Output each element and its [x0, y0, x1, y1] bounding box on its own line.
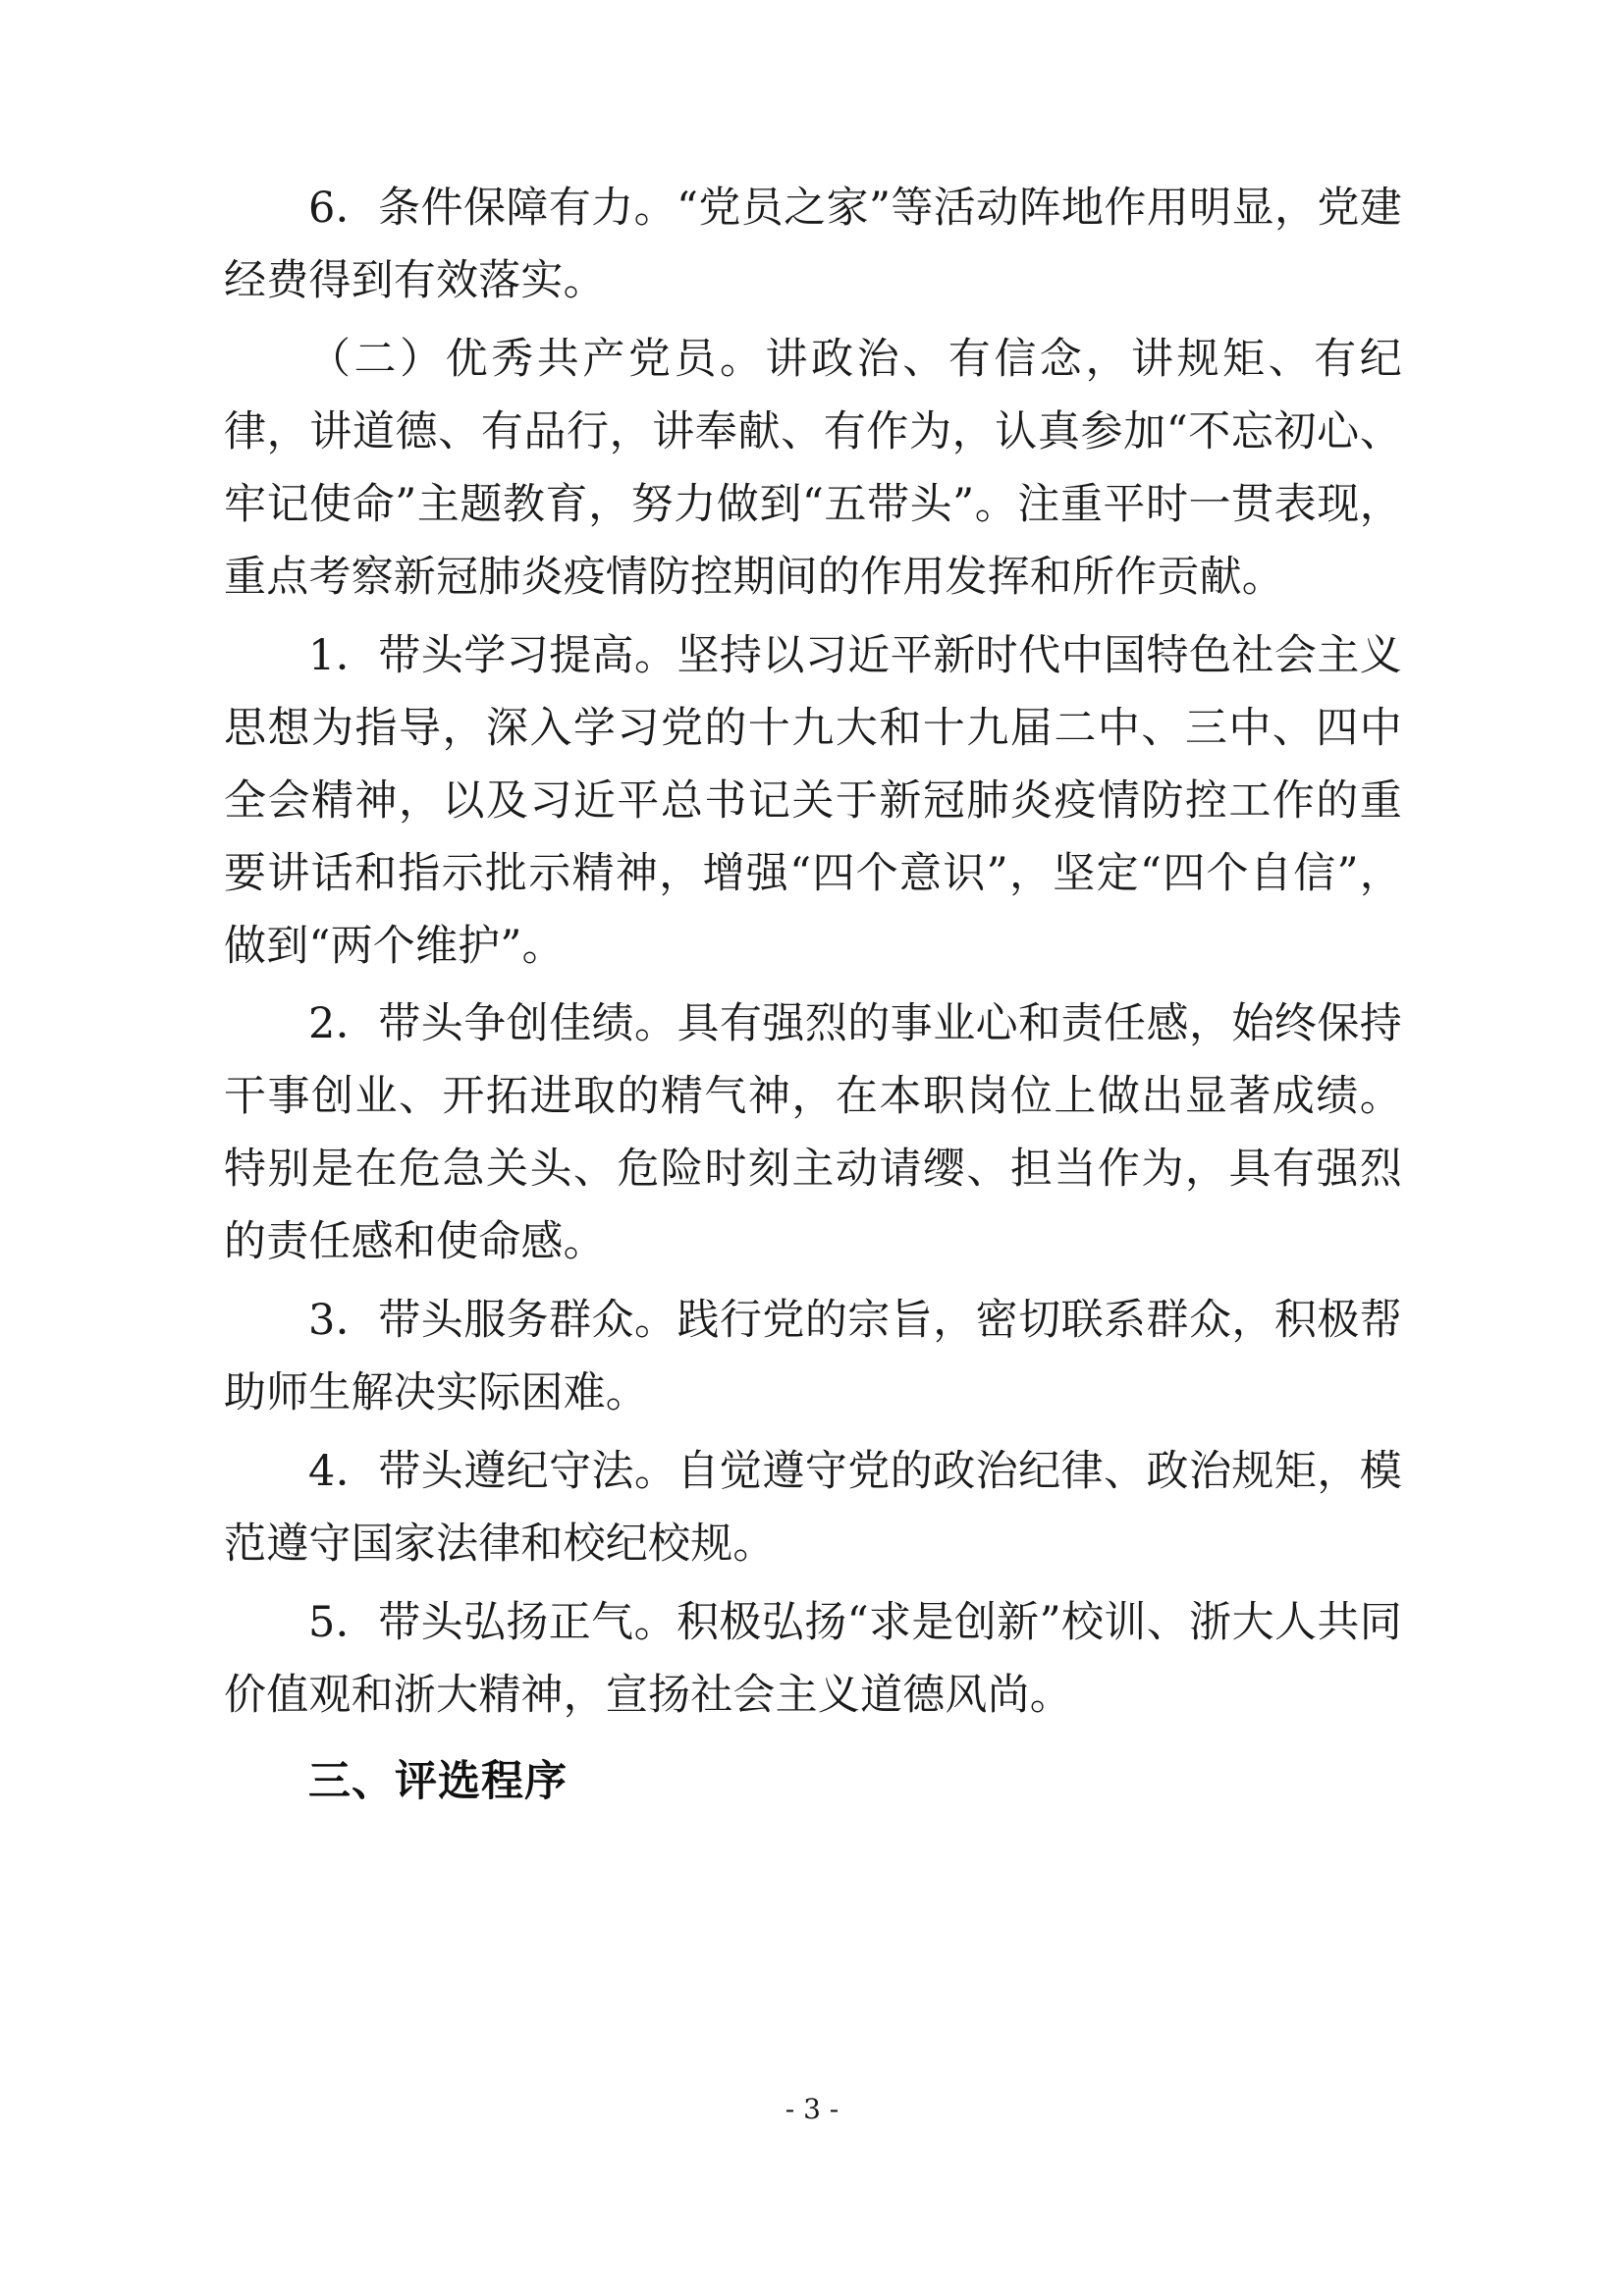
section-heading-selection-procedure: 三、评选程序	[308, 1757, 568, 1807]
paragraph-item-4-discipline: 4．带头遵纪守法。自觉遵守党的政治纪律、政治规矩，模范遵守国家法律和校纪校规。	[224, 1447, 1402, 1570]
paragraph-item-1-study: 1．带头学习提高。坚持以习近平新时代中国特色社会主义思想为指导，深入学习党的十九大和十九届二中、三中、四中全会精神，以及习近平总书记关于新冠肺炎疫情防控工作的重要讲话和指示批示精神，增强“四个意识”，坚定“四个自信”，做到“两个维护”。	[224, 630, 1402, 971]
paragraph-section-2-outstanding-member: （二）优秀共产党员。讲政治、有信念，讲规矩、有纪律，讲道德、有品行，讲奉献、有作为，认真参加“不忘初心、牢记使命”主题教育，努力做到“五带头”。注重平时一贯表现，重点考察新冠肺炎疫情防控期间的作用发挥和所作贡献。	[224, 334, 1402, 602]
document-body	[224, 173, 1402, 1819]
paragraph-item-6-condition: 6．条件保障有力。“党员之家”等活动阵地作用明显，党建经费得到有效落实。	[224, 184, 1402, 305]
paragraph-item-5-integrity: 5．带头弘扬正气。积极弘扬“求是创新”校训、浙大人共同价值观和浙大精神，宣扬社会主义道德风尚。	[224, 1598, 1402, 1721]
page-number: - 3 -	[785, 2093, 839, 2125]
paragraph-item-2-achievement: 2．带头争创佳绩。具有强烈的事业心和责任感，始终保持干事创业、开拓进取的精气神，在本职岗位上做出显著成绩。特别是在危急关头、危险时刻主动请缨、担当作为，具有强烈的责任感和使命感。	[224, 999, 1402, 1267]
paragraph-item-3-service: 3．带头服务群众。践行党的宗旨，密切联系群众，积极帮助师生解决实际困难。	[224, 1296, 1402, 1418]
